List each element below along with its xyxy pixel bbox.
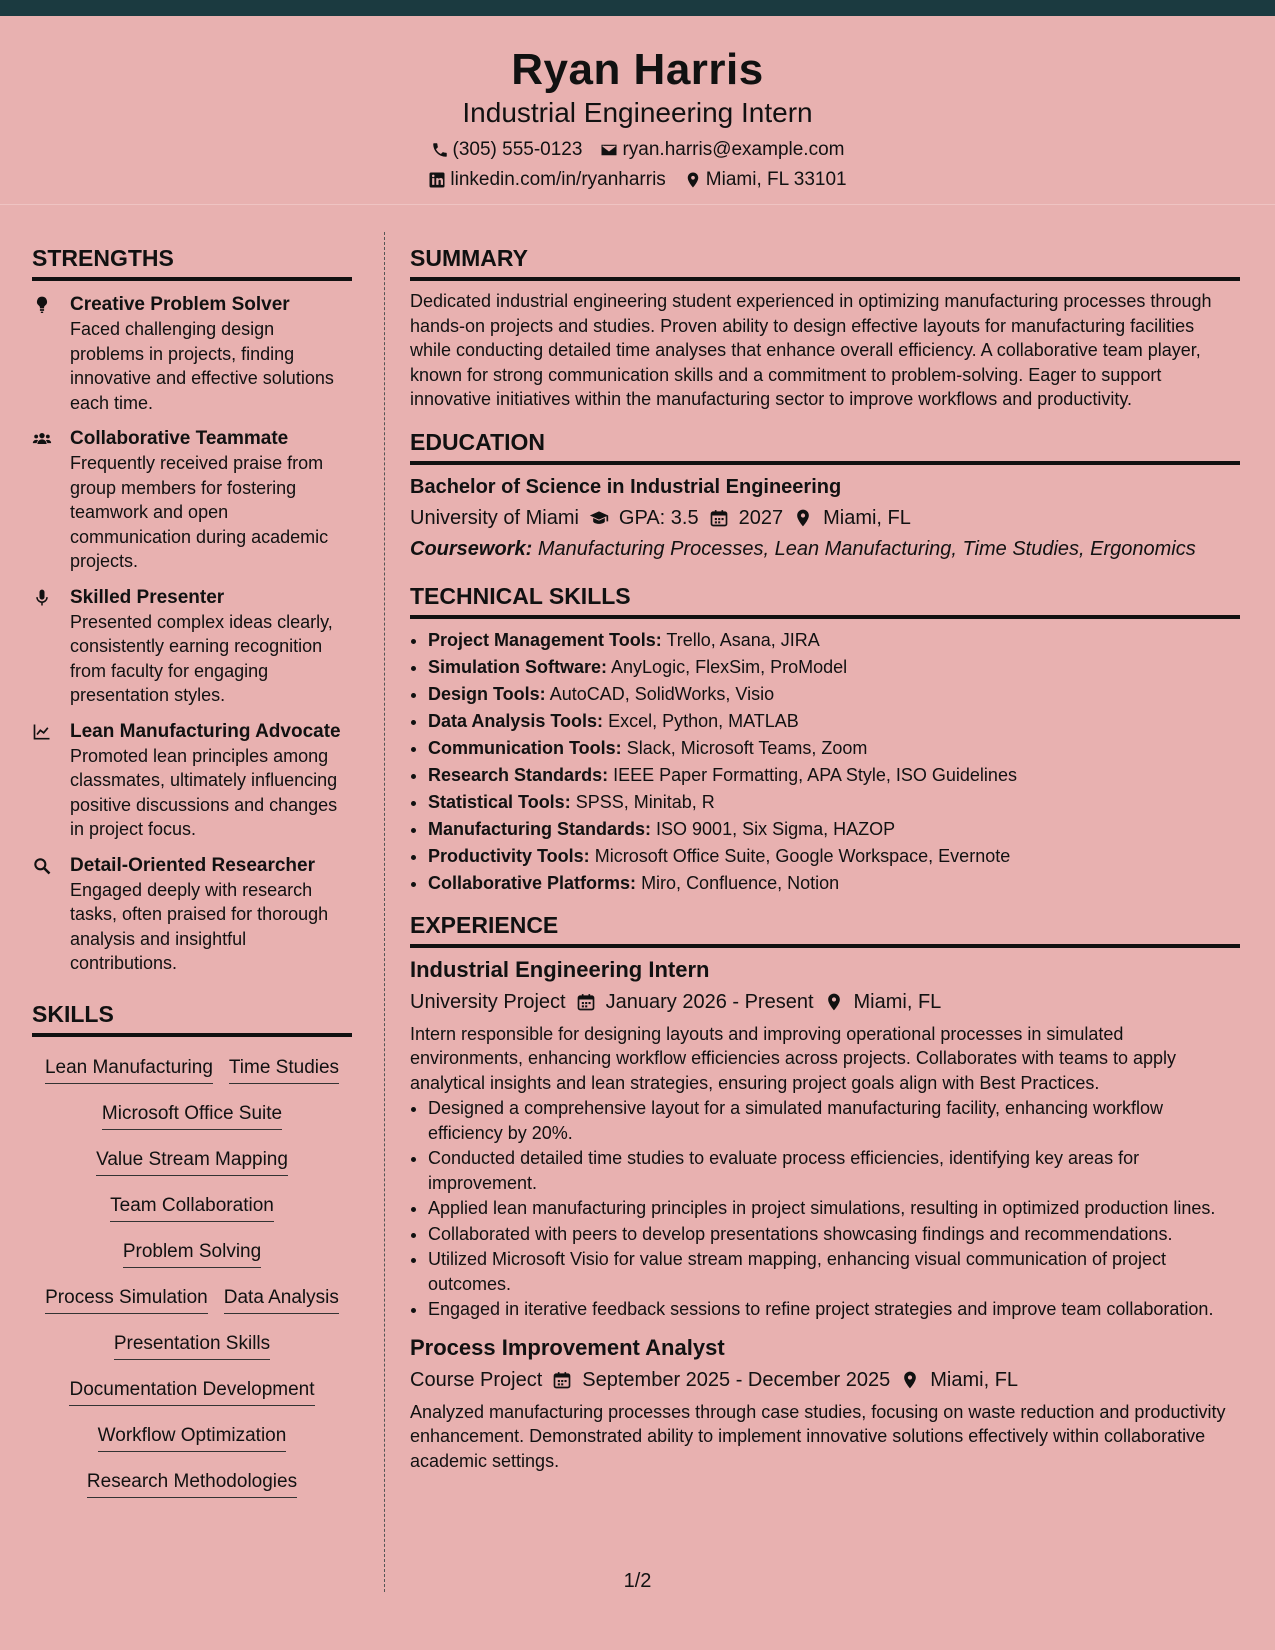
skills-heading: SKILLS bbox=[32, 1000, 352, 1037]
tech-skill-label: Project Management Tools: bbox=[428, 629, 662, 650]
skill-tag: Process Simulation bbox=[45, 1285, 208, 1314]
strength-item bbox=[32, 854, 352, 976]
tech-skill-item bbox=[428, 816, 1240, 843]
job-meta bbox=[410, 989, 1240, 1015]
contact-line-1 bbox=[0, 138, 1275, 162]
chart-line-icon bbox=[32, 720, 70, 842]
linkedin-contact[interactable] bbox=[428, 168, 665, 192]
strength-title: Creative Problem Solver bbox=[70, 294, 290, 315]
job-description: Analyzed manufacturing processes through case studies, focusing on waste reduction and productivity enhancement. Demonstrated ability to implement innovative solutions effectively within collaborative academic settings. bbox=[410, 1401, 1226, 1471]
strength-desc: Faced challenging design problems in projects, finding innovative and effective solutions each time. bbox=[70, 319, 334, 413]
tech-skill-value: SPSS, Minitab, R bbox=[575, 791, 715, 812]
tech-skill-label: Productivity Tools: bbox=[428, 845, 590, 866]
job-org: University Project bbox=[410, 990, 566, 1013]
skill-tag: Workflow Optimization bbox=[98, 1423, 287, 1452]
envelope-icon bbox=[600, 141, 618, 159]
map-pin-icon bbox=[684, 171, 702, 189]
candidate-name: Ryan Harris bbox=[511, 45, 764, 94]
graduation-year: 2027 bbox=[738, 506, 784, 529]
tech-skill-label: Simulation Software: bbox=[428, 656, 608, 677]
left-column bbox=[32, 244, 352, 1507]
page-indicator: 1/2 bbox=[623, 1570, 652, 1592]
resume-header bbox=[0, 16, 1275, 205]
right-column bbox=[410, 244, 1240, 1473]
strength-item bbox=[32, 293, 352, 415]
tech-skill-item bbox=[428, 762, 1240, 789]
contact-line-2 bbox=[0, 168, 1275, 192]
job-dates: September 2025 - December 2025 bbox=[582, 1368, 891, 1391]
tech-skill-value: Excel, Python, MATLAB bbox=[608, 710, 799, 731]
technical-skills-list bbox=[410, 627, 1240, 897]
coursework bbox=[410, 536, 1240, 562]
phone-icon bbox=[431, 141, 449, 159]
tech-skill-item bbox=[428, 627, 1240, 654]
strength-item bbox=[32, 427, 352, 574]
summary-heading: SUMMARY bbox=[410, 244, 1240, 281]
education-location: Miami, FL bbox=[823, 506, 911, 529]
job-bullet: • Collaborated with peers to develop presentations showcasing findings and recommendations. bbox=[428, 1222, 1240, 1247]
tech-skill-value: Trello, Asana, JIRA bbox=[666, 629, 820, 650]
calendar-icon bbox=[552, 1370, 572, 1390]
strength-desc: Promoted lean principles among classmates, ultimately influencing positive discussions and changes in project focus. bbox=[70, 745, 338, 839]
tech-skill-item bbox=[428, 708, 1240, 735]
job-title: Process Improvement Analyst bbox=[410, 1334, 725, 1360]
job-title: Industrial Engineering Intern bbox=[410, 956, 710, 982]
strength-desc: Frequently received praise from group members for fostering teamwork and open communication during academic projects. bbox=[70, 453, 329, 571]
calendar-icon bbox=[709, 508, 729, 528]
email-text[interactable]: ryan.harris@example.com bbox=[622, 139, 845, 160]
calendar-icon bbox=[576, 992, 596, 1012]
gpa-text: GPA: 3.5 bbox=[618, 506, 699, 529]
strength-desc: Presented complex ideas clearly, consistently earning recognition from faculty for engaging presentation styles. bbox=[70, 611, 333, 705]
tech-skill-value: Slack, Microsoft Teams, Zoom bbox=[626, 737, 868, 758]
map-pin-icon bbox=[900, 1370, 920, 1390]
search-icon bbox=[32, 854, 70, 976]
tech-skill-item bbox=[428, 870, 1240, 897]
job-org: Course Project bbox=[410, 1368, 543, 1391]
job-bullet: • Engaged in iterative feedback sessions to refine project strategies and improve team collaboration. bbox=[428, 1297, 1240, 1322]
education-meta bbox=[410, 505, 1240, 531]
candidate-title: Industrial Engineering Intern bbox=[462, 97, 813, 128]
skill-tag: Time Studies bbox=[229, 1055, 339, 1084]
column-divider bbox=[384, 232, 385, 1592]
technical-skills-heading: TECHNICAL SKILLS bbox=[410, 582, 1240, 619]
tech-skill-item bbox=[428, 843, 1240, 870]
strength-title: Skilled Presenter bbox=[70, 586, 225, 608]
strength-desc: Engaged deeply with research tasks, often praised for thorough analysis and insightful contributions. bbox=[70, 879, 329, 973]
skill-tag: Team Collaboration bbox=[110, 1193, 274, 1222]
tech-skill-value: ISO 9001, Six Sigma, HAZOP bbox=[656, 818, 896, 839]
strengths-heading: STRENGTHS bbox=[32, 244, 352, 281]
skill-tag: Data Analysis bbox=[224, 1285, 339, 1314]
experience-heading: EXPERIENCE bbox=[410, 911, 1240, 948]
tech-skill-value: IEEE Paper Formatting, APA Style, ISO Guidelines bbox=[613, 764, 1017, 785]
degree-title: Bachelor of Science in Industrial Engineering bbox=[410, 475, 842, 498]
map-pin-icon bbox=[824, 992, 844, 1012]
education-heading: EDUCATION bbox=[410, 428, 1240, 465]
tech-skill-item bbox=[428, 681, 1240, 708]
tech-skill-label: Data Analysis Tools: bbox=[428, 710, 604, 731]
phone-contact bbox=[431, 138, 583, 162]
linkedin-text[interactable]: linkedin.com/in/ryanharris bbox=[450, 169, 666, 190]
location-contact bbox=[684, 168, 847, 192]
map-pin-icon bbox=[793, 508, 813, 528]
job-description: Intern responsible for designing layouts and improving operational processes in simulated environments, enhancing workflow efficiencies across projects. Collaborates with teams to apply analytical insights and lean strategies, ensuring project goals align with Best Practices. bbox=[410, 1023, 1177, 1093]
school-name: University of Miami bbox=[410, 506, 579, 529]
coursework-label: Coursework: bbox=[410, 537, 533, 560]
tech-skill-item bbox=[428, 654, 1240, 681]
phone-text: (305) 555-0123 bbox=[452, 139, 583, 160]
users-icon bbox=[32, 427, 70, 574]
strength-title: Collaborative Teammate bbox=[70, 428, 289, 449]
strength-item bbox=[32, 586, 352, 708]
skill-tag: Value Stream Mapping bbox=[96, 1147, 288, 1176]
strength-title: Detail-Oriented Researcher bbox=[70, 854, 315, 876]
job-bullet: • Utilized Microsoft Visio for value stream mapping, enhancing visual communication of project outcomes. bbox=[428, 1247, 1240, 1296]
tech-skill-label: Manufacturing Standards: bbox=[428, 818, 652, 839]
skill-tag: Problem Solving bbox=[123, 1239, 261, 1268]
microphone-icon bbox=[32, 586, 70, 708]
email-contact[interactable] bbox=[600, 138, 844, 162]
skills-list bbox=[32, 1047, 352, 1507]
tech-skill-value: Microsoft Office Suite, Google Workspace, Evernote bbox=[594, 845, 1011, 866]
tech-skill-value: AnyLogic, FlexSim, ProModel bbox=[611, 656, 848, 677]
location-text: Miami, FL 33101 bbox=[705, 169, 847, 190]
tech-skill-label: Design Tools: bbox=[428, 683, 546, 704]
job-bullets bbox=[410, 1096, 1240, 1322]
job-bullet: • Applied lean manufacturing principles in project simulations, resulting in optimized production lines. bbox=[428, 1196, 1240, 1221]
skill-tag: Lean Manufacturing bbox=[45, 1055, 213, 1084]
strength-item bbox=[32, 720, 352, 842]
job-bullet: • Conducted detailed time studies to evaluate process efficiencies, identifying key areas for improvement. bbox=[428, 1146, 1240, 1195]
job-meta bbox=[410, 1367, 1240, 1393]
job-location: Miami, FL bbox=[853, 990, 942, 1013]
skill-tag: Research Methodologies bbox=[87, 1469, 297, 1498]
skill-tag: Documentation Development bbox=[69, 1377, 314, 1406]
skill-tag: Microsoft Office Suite bbox=[102, 1101, 282, 1130]
tech-skill-value: Miro, Confluence, Notion bbox=[641, 872, 840, 893]
lightbulb-icon bbox=[32, 293, 70, 415]
job-bullet: • Designed a comprehensive layout for a simulated manufacturing facility, enhancing workflow efficiency by 20%. bbox=[428, 1096, 1240, 1145]
tech-skill-label: Statistical Tools: bbox=[428, 791, 571, 812]
tech-skill-label: Communication Tools: bbox=[428, 737, 622, 758]
strength-title: Lean Manufacturing Advocate bbox=[70, 720, 341, 742]
summary-text: Dedicated industrial engineering student experienced in optimizing manufacturing processes through hands-on projects and studies. Proven ability to design effective layouts for manufacturing facilities while conducting detailed time analyses that enhance overall efficiency. A collaborative team player, known for strong communication skills and a commitment to problem-solving. Eager to support innovative initiatives within the manufacturing sector to improve workflows and productivity. bbox=[410, 291, 1212, 409]
top-accent-bar bbox=[0, 0, 1275, 16]
tech-skill-value: AutoCAD, SolidWorks, Visio bbox=[549, 683, 775, 704]
graduation-cap-icon bbox=[589, 508, 609, 528]
linkedin-icon bbox=[428, 171, 446, 189]
tech-skill-item bbox=[428, 735, 1240, 762]
job-dates: January 2026 - Present bbox=[605, 990, 814, 1013]
tech-skill-label: Collaborative Platforms: bbox=[428, 872, 637, 893]
job-location: Miami, FL bbox=[930, 1368, 1019, 1391]
tech-skill-item bbox=[428, 789, 1240, 816]
skill-tag: Presentation Skills bbox=[114, 1331, 270, 1360]
coursework-text: Manufacturing Processes, Lean Manufacturing, Time Studies, Ergonomics bbox=[537, 537, 1196, 560]
tech-skill-label: Research Standards: bbox=[428, 764, 609, 785]
